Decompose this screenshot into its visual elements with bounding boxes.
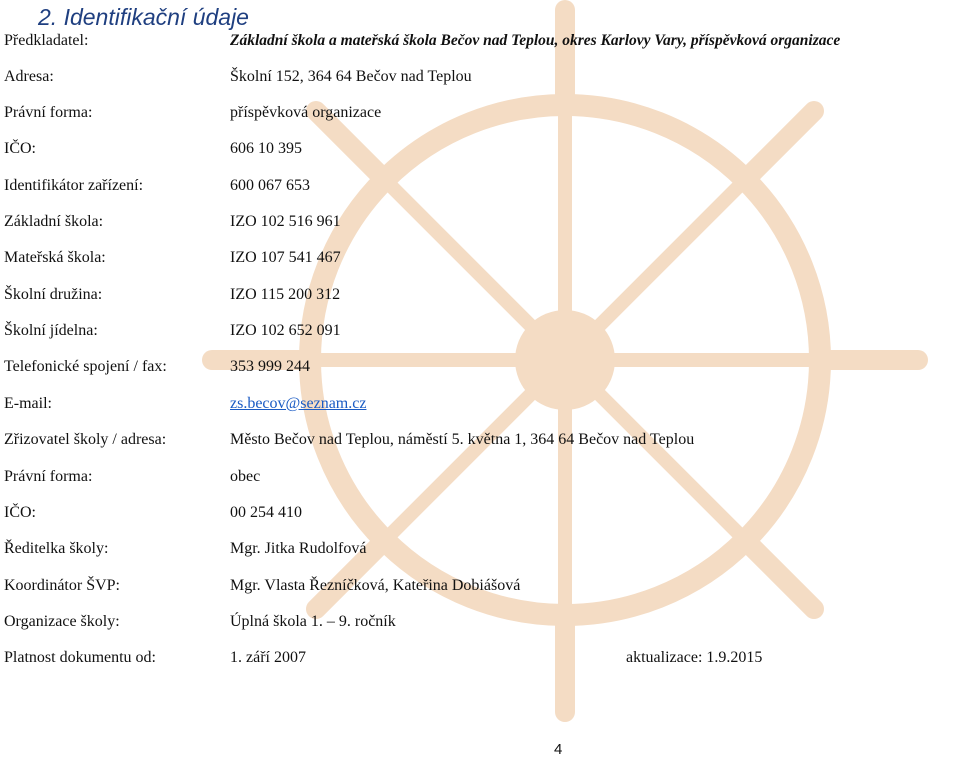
row-telefon [0,356,960,380]
row-value: obec [230,468,261,485]
row-identifikator [0,175,960,199]
row-label: Identifikátor zařízení: [4,177,144,194]
row-zrizovatel [0,429,960,453]
row-label: Zřizovatel školy / adresa: [4,431,167,448]
row-value: 353 999 244 [230,358,310,375]
row-ico [0,138,960,162]
row-koordinator [0,575,960,599]
row-reditelka [0,538,960,562]
row-label: E-mail: [4,395,52,412]
row-adresa [0,66,960,90]
row-value: 606 10 395 [230,140,302,157]
row-value: Úplná škola 1. – 9. ročník [230,613,396,630]
row-value: IZO 102 652 091 [230,322,341,339]
row-pravni-forma [0,102,960,126]
row-value: Mgr. Vlasta Řezníčková, Kateřina Dobiášová [230,577,521,594]
row-value: 1. září 2007 [230,649,306,666]
row-value: 00 254 410 [230,504,302,521]
update-date: aktualizace: 1.9.2015 [626,649,763,666]
row-label: Školní jídelna: [4,322,98,339]
row-value: IZO 102 516 961 [230,213,341,230]
row-label: Adresa: [4,68,54,85]
row-platnost [0,647,960,671]
row-materska-skola [0,247,960,271]
row-label: Mateřská škola: [4,249,106,266]
row-value: Základní škola a mateřská škola Bečov nad Teplou, okres Karlovy Vary, příspěvková organizace [230,32,841,49]
row-value: Školní 152, 364 64 Bečov nad Teplou [230,68,472,85]
row-label: Právní forma: [4,104,93,121]
row-value: IZO 107 541 467 [230,249,341,266]
email-link[interactable]: zs.becov@seznam.cz [230,395,367,412]
row-label: Ředitelka školy: [4,540,109,557]
row-label: Telefonické spojení / fax: [4,358,167,375]
row-label: Základní škola: [4,213,104,230]
row-value: příspěvková organizace [230,104,382,121]
row-zakladni-skola [0,211,960,235]
row-predkladatel [0,30,960,54]
row-label: IČO: [4,504,36,521]
row-label: Platnost dokumentu od: [4,649,156,666]
section-heading: 2. Identifikační údaje [38,4,249,30]
row-value: Mgr. Jitka Rudolfová [230,540,367,557]
row-label: Školní družina: [4,286,103,303]
row-value: Město Bečov nad Teplou, náměstí 5. května 1, 364 64 Bečov nad Teplou [230,431,695,448]
row-label: IČO: [4,140,36,157]
row-ico-zrizovatele [0,502,960,526]
row-label: Koordinátor ŠVP: [4,577,120,594]
row-value: IZO 115 200 312 [230,286,341,303]
row-skolni-druzina [0,284,960,308]
row-label: Organizace školy: [4,613,120,630]
row-skolni-jidelna [0,320,960,344]
row-pravni-forma-zrizovatele [0,466,960,490]
page-number: 4 [554,741,563,758]
row-value: 600 067 653 [230,177,310,194]
row-email [0,393,960,417]
row-label: Právní forma: [4,468,93,485]
row-label: Předkladatel: [4,32,89,49]
row-organizace [0,611,960,635]
